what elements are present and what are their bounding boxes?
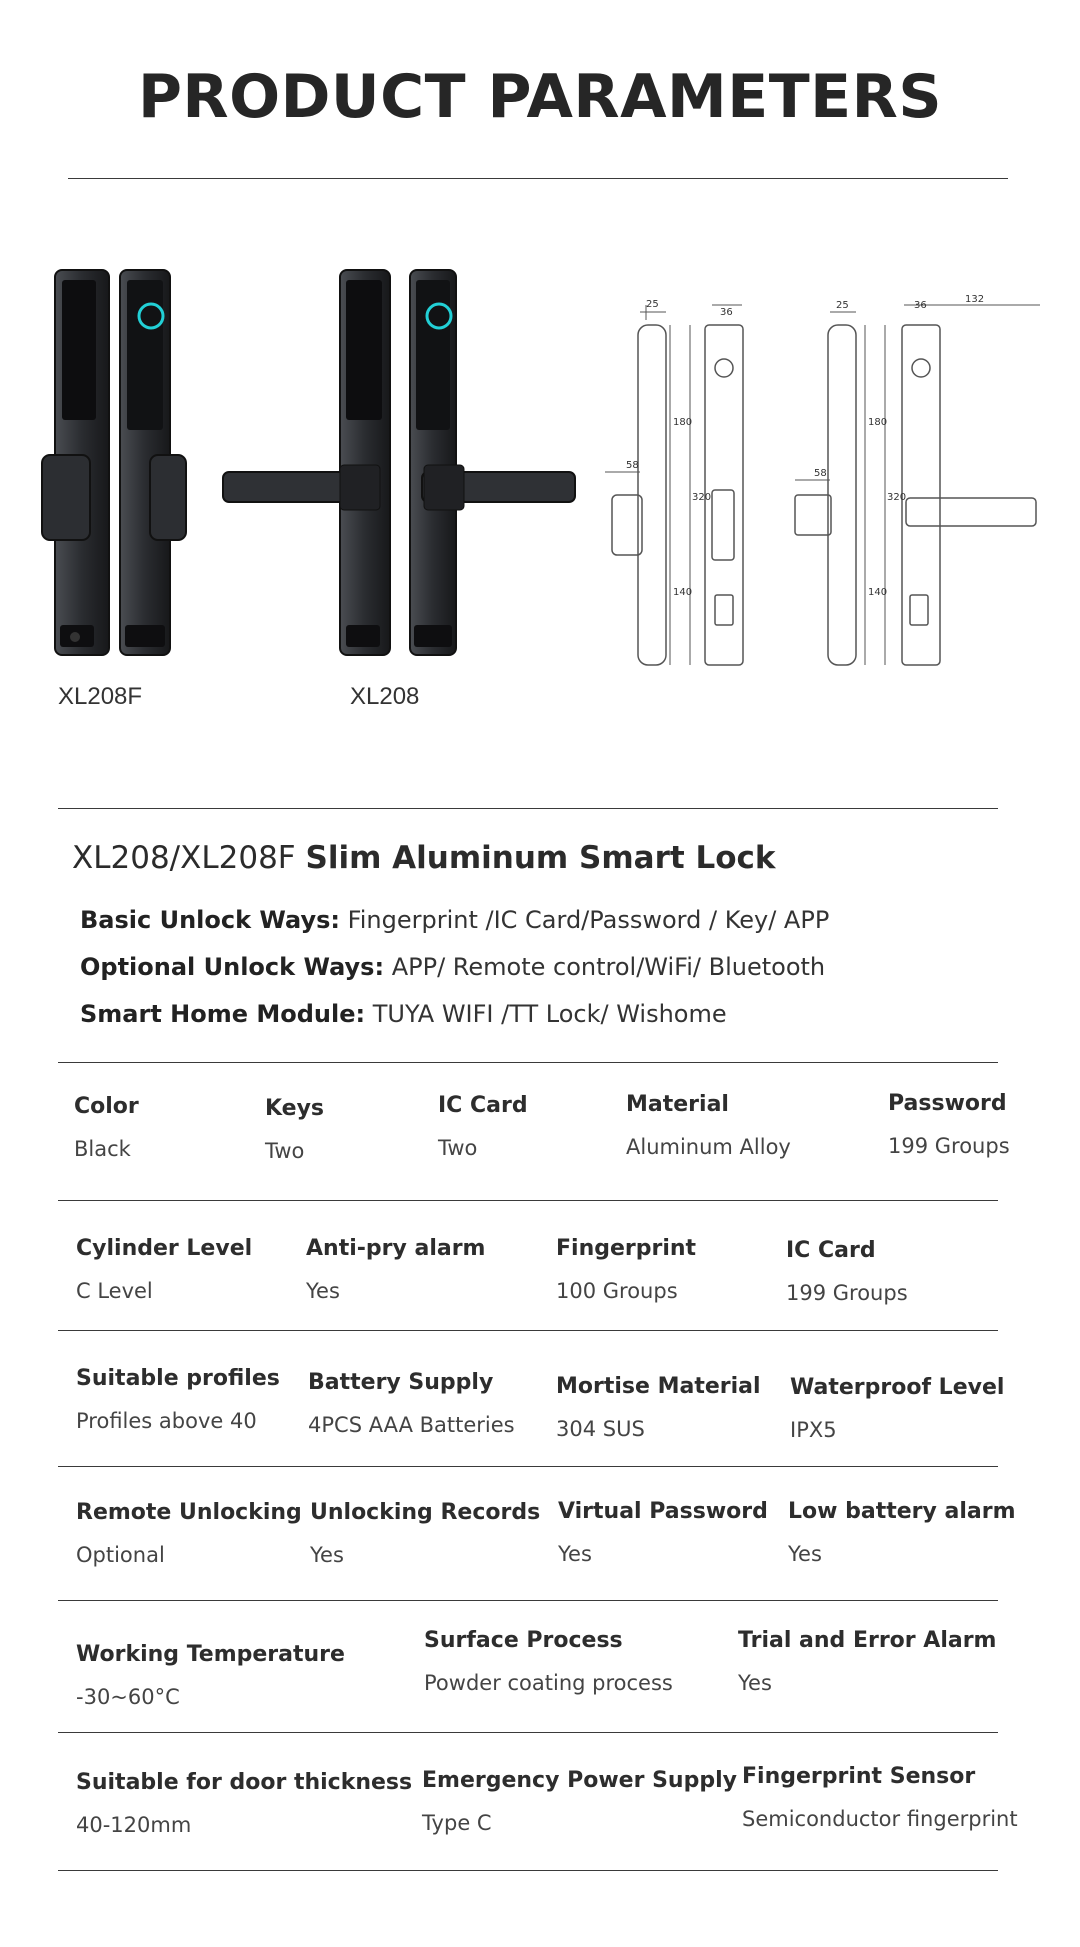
param-label: Trial and Error Alarm (738, 1628, 997, 1653)
param-value: -30~60°C (76, 1685, 180, 1709)
param-value: Yes (788, 1542, 822, 1566)
title-divider (68, 178, 1008, 179)
spec-smart-home (80, 1000, 727, 1028)
xl208f-dimension-drawing (605, 305, 743, 665)
param-label: Surface Process (424, 1628, 623, 1653)
param-label: Keys (265, 1096, 325, 1121)
row-divider (58, 1600, 998, 1601)
param-value: 40-120mm (76, 1813, 192, 1837)
param-virtual-password (558, 1499, 768, 1566)
param-value: Yes (306, 1279, 340, 1303)
param-label: Remote Unlocking (76, 1500, 302, 1525)
param-ic-card (438, 1093, 528, 1160)
param-label: Waterproof Level (790, 1375, 1005, 1400)
section-divider (58, 808, 998, 809)
param-emergency-power (422, 1768, 737, 1835)
param-unlocking-records (310, 1500, 540, 1567)
xl208-dimension-drawing (795, 305, 1040, 665)
dim-upper-height: 180 (673, 417, 693, 428)
spec-key: Basic Unlock Ways: (80, 906, 341, 934)
row-divider (58, 1466, 998, 1467)
param-label: Virtual Password (558, 1499, 768, 1524)
param-keys (265, 1096, 324, 1163)
dim-front-width: 36 (720, 307, 733, 318)
param-password (888, 1091, 1010, 1158)
param-door-thickness (76, 1770, 412, 1837)
page-title: PRODUCT PARAMETERS (137, 62, 943, 132)
dim-handle-depth: 58 (626, 460, 639, 471)
param-cylinder-level (76, 1236, 252, 1303)
param-value: Two (265, 1139, 305, 1163)
param-value: 100 Groups (556, 1279, 678, 1303)
param-fingerprint-sensor (742, 1764, 1018, 1831)
param-label: IC Card (786, 1238, 876, 1263)
param-value: Profiles above 40 (76, 1409, 257, 1433)
dim-side-width-2: 25 (836, 300, 849, 311)
param-value: 199 Groups (786, 1281, 908, 1305)
param-label: Anti-pry alarm (306, 1236, 486, 1261)
param-low-battery-alarm (788, 1499, 1016, 1566)
param-value: C Level (76, 1279, 153, 1303)
param-mortise-material (556, 1374, 761, 1441)
spec-basic-unlock (80, 906, 829, 934)
row-divider (58, 1200, 998, 1201)
param-label: Emergency Power Supply (422, 1768, 737, 1793)
spec-value: TUYA WIFI /TT Lock/ Wishome (372, 1000, 727, 1028)
spec-optional-unlock (80, 953, 825, 981)
param-value: Aluminum Alloy (626, 1135, 791, 1159)
dim-upper-height-2: 180 (868, 417, 888, 428)
param-color (74, 1094, 139, 1161)
dim-lower-height: 140 (673, 587, 693, 598)
spec-key: Smart Home Module: (80, 1000, 366, 1028)
param-label: Working Temperature (76, 1642, 345, 1667)
dim-side-width: 25 (646, 299, 659, 310)
dim-total-height: 320 (692, 492, 712, 503)
param-label: Mortise Material (556, 1374, 761, 1399)
param-value: Yes (558, 1542, 592, 1566)
param-surface-process (424, 1628, 673, 1695)
param-fingerprint (556, 1236, 696, 1303)
model-label-xl208f: XL208F (58, 683, 143, 710)
param-label: Suitable profiles (76, 1366, 280, 1391)
param-value: 4PCS AAA Batteries (308, 1413, 515, 1437)
dim-total-height-2: 320 (887, 492, 907, 503)
row-divider (58, 1330, 998, 1331)
param-label: Low battery alarm (788, 1499, 1016, 1524)
param-ic-card-groups (786, 1238, 908, 1305)
param-label: Material (626, 1092, 729, 1117)
dim-overall-length: 132 (965, 294, 985, 305)
param-label: Unlocking Records (310, 1500, 541, 1525)
dim-handle-depth-2: 58 (814, 468, 827, 479)
param-trial-error-alarm (738, 1628, 996, 1695)
param-remote-unlocking (76, 1500, 302, 1567)
param-value: 199 Groups (888, 1134, 1010, 1158)
param-value: Yes (310, 1543, 344, 1567)
param-label: IC Card (438, 1093, 528, 1118)
spec-value: APP/ Remote control/WiFi/ Bluetooth (391, 953, 826, 981)
param-label: Battery Supply (308, 1370, 494, 1395)
param-anti-pry-alarm (306, 1236, 485, 1303)
spec-value: Fingerprint /IC Card/Password / Key/ APP (347, 906, 830, 934)
param-working-temperature (76, 1642, 345, 1709)
row-divider (58, 1062, 998, 1063)
param-value: Optional (76, 1543, 165, 1567)
xl208-lock-image (223, 270, 575, 655)
spec-key: Optional Unlock Ways: (80, 953, 385, 981)
param-material (626, 1092, 791, 1159)
param-value: IPX5 (790, 1418, 837, 1442)
param-waterproof-level (790, 1375, 1004, 1442)
param-label: Password (888, 1091, 1007, 1116)
param-label: Fingerprint Sensor (742, 1764, 976, 1789)
dim-lower-height-2: 140 (868, 587, 888, 598)
xl208f-lock-image (42, 270, 186, 655)
param-battery-supply (308, 1370, 515, 1437)
param-value: Black (74, 1137, 131, 1161)
param-suitable-profiles (76, 1366, 280, 1433)
param-label: Color (74, 1094, 139, 1119)
param-value: Two (438, 1136, 478, 1160)
product-models: XL208/XL208F (72, 840, 296, 876)
param-value: Type C (422, 1811, 492, 1835)
row-divider (58, 1732, 998, 1733)
param-label: Suitable for door thickness (76, 1770, 413, 1795)
product-name: Slim Aluminum Smart Lock (305, 840, 776, 876)
dim-front-width-2: 36 (914, 300, 927, 311)
param-value: Yes (738, 1671, 772, 1695)
param-label: Cylinder Level (76, 1236, 253, 1261)
row-divider (58, 1870, 998, 1871)
param-value: Powder coating process (424, 1671, 673, 1695)
product-images (0, 250, 1080, 730)
param-value: 304 SUS (556, 1417, 645, 1441)
model-label-xl208: XL208 (350, 683, 420, 710)
param-label: Fingerprint (556, 1236, 697, 1261)
product-heading (72, 840, 776, 876)
param-value: Semiconductor fingerprint (742, 1807, 1018, 1831)
